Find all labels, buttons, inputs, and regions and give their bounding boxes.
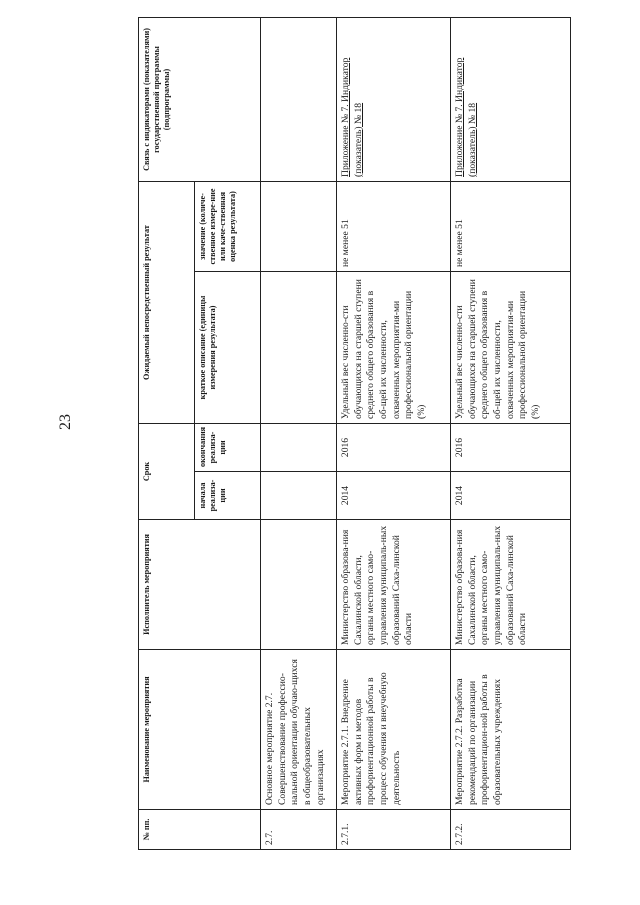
header-term: Срок: [139, 424, 195, 520]
page-number: 23: [57, 414, 74, 430]
header-term-end: окончания реализа-ции: [195, 424, 261, 472]
row-start: 2014: [451, 472, 571, 520]
row-start: 2014: [337, 472, 451, 520]
header-result-desc: краткое описание (единицы измерения результата): [195, 272, 261, 424]
header-result-value: значение (количе-ственное измере-ние или каче-ственная оценка результата): [195, 181, 261, 271]
row-desc: Удельный вес численно-сти обучающихся на старшей ступени среднего общего образования в об-щей их численности, охваченных мероприятия-ми профессиональной ориентации (%): [451, 272, 571, 424]
row-value: не менее 51: [337, 181, 451, 271]
row-value: не менее 51: [451, 181, 571, 271]
row-link[interactable]: Приложение № 7. Индикатор (показатель) № 18: [451, 17, 571, 181]
row-end: 2016: [451, 424, 571, 472]
header-term-start: начала реализа-ции: [195, 472, 261, 520]
table-row: [451, 17, 571, 849]
row-name: Основное мероприятие 2.7. Совершенствование профессио-нальной ориентации обучаю-щихся в общеобразовательных организациях: [261, 650, 337, 810]
table-header-row: [139, 17, 195, 849]
header-name: Наименование мероприятия: [139, 650, 261, 810]
row-executor: [261, 520, 337, 650]
row-num: 2.7.1.: [337, 810, 451, 850]
row-name: Мероприятие 2.7.1. Внедрение активных форм и методов профориентационной работы в процесс обучения и внеучебную деятельность: [337, 650, 451, 810]
table-row: [261, 17, 337, 849]
row-num: 2.7.: [261, 810, 337, 850]
header-executor: Исполнитель мероприятия: [139, 520, 261, 650]
table-row: [337, 17, 451, 849]
row-desc: Удельный вес численно-сти обучающихся на старшей ступени среднего общего образования в об-щей их численности, охваченных мероприятия-ми профессиональной ориентации (%): [337, 272, 451, 424]
row-num: 2.7.2.: [451, 810, 571, 850]
header-num: № пп.: [139, 810, 261, 850]
row-executor: Министерство образова-ния Сахалинской области, органы местного само-управления муниципаль-ных образований Саха-линской области: [451, 520, 571, 650]
header-result: Ожидаемый непосредственный результат: [139, 181, 195, 423]
row-end: 2016: [337, 424, 451, 472]
activities-table: [138, 17, 571, 850]
row-end: [261, 424, 337, 472]
row-start: [261, 472, 337, 520]
rotated-table-container: [138, 18, 541, 850]
row-desc: [261, 272, 337, 424]
row-value: [261, 181, 337, 271]
row-executor: Министерство образова-ния Сахалинской области, органы местного само-управления муниципаль-ных образований Саха-линской области: [337, 520, 451, 650]
row-name: Мероприятие 2.7.2. Разработка рекомендаций по организации профориентацион-ной работы в образовательных учреждениях: [451, 650, 571, 810]
row-link: [261, 17, 337, 181]
header-link: Связь с индикаторами (показателями) государственной программы (подпрограммы): [139, 17, 261, 181]
row-link[interactable]: Приложение № 7. Индикатор (показатель) № 18: [337, 17, 451, 181]
